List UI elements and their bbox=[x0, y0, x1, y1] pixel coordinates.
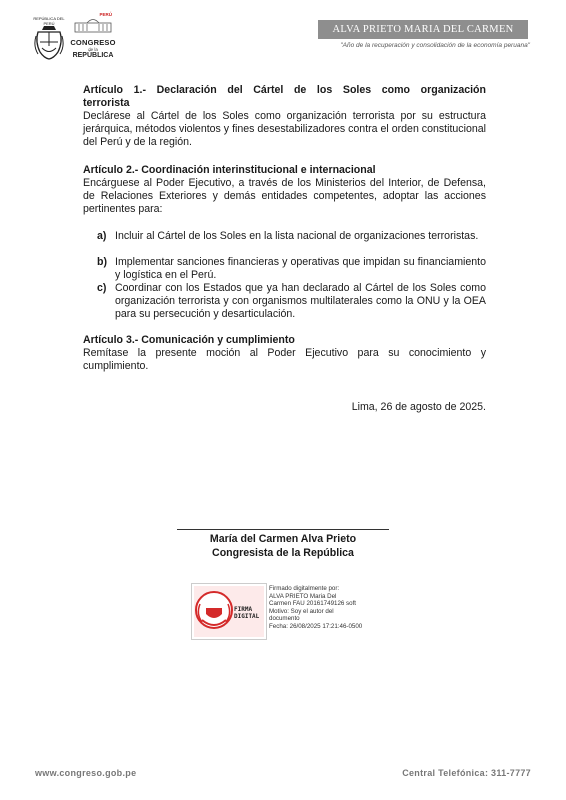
signature-line bbox=[177, 529, 389, 530]
article-1-heading-line2: terrorista bbox=[83, 97, 130, 110]
article-1-heading bbox=[83, 84, 486, 110]
signer-role: Congresista de la República bbox=[212, 547, 354, 559]
digital-signature-line: documento bbox=[269, 615, 300, 623]
footer-website: www.congreso.gob.pe bbox=[35, 768, 137, 778]
digital-signature-line: Motivo: Soy el autor del bbox=[269, 607, 334, 615]
congresswoman-name-banner: ALVA PRIETO MARIA DEL CARMEN bbox=[318, 20, 528, 39]
shield-caption: REPÚBLICA DEL PERÚ bbox=[33, 16, 65, 26]
congreso-logo-del: de la bbox=[88, 47, 98, 52]
list-item-label: c) bbox=[97, 282, 107, 294]
signer-name: María del Carmen Alva Prieto bbox=[209, 533, 357, 545]
list-item-label: b) bbox=[97, 256, 107, 268]
congreso-logo-republica: REPÚBLICA bbox=[72, 52, 114, 59]
list-item-label: a) bbox=[97, 230, 107, 242]
digital-signature-line: Firmado digitalmente por: bbox=[269, 585, 340, 592]
digital-signature-line: ALVA PRIETO Maria Del bbox=[269, 592, 337, 600]
digital-signature-line: Fecha: 26/08/2025 17:21:46-0500 bbox=[269, 622, 363, 630]
list-item-text: Incluir al Cártel de los Soles en la lista nacional de organizaciones terroristas. bbox=[115, 230, 479, 242]
congreso-logo bbox=[68, 12, 118, 64]
list-item-text: Implementar sanciones financieras y operativas que impidan su financiamiento y logística en el Perú. bbox=[115, 256, 486, 282]
article-1-body: Declárese al Cártel de los Soles como organización terrorista por su estructura jerárquica, métodos violentos y fines desestabilizadores contra el orden constitucional del Perú y de la región. bbox=[83, 110, 486, 149]
place-date: Lima, 26 de agosto de 2025. bbox=[351, 401, 486, 413]
article-3-body: Remítase la presente moción al Poder Ejecutivo para su conocimiento y cumplimiento. bbox=[83, 347, 486, 373]
congress-building-icon bbox=[73, 17, 113, 33]
article-3-heading: Artículo 3.- Comunicación y cumplimiento bbox=[83, 334, 295, 346]
congreso-logo-name: CONGRESO bbox=[70, 38, 116, 47]
shield-icon bbox=[34, 22, 64, 62]
year-motto: "Año de la recuperación y consolidación de la economía peruana" bbox=[340, 42, 530, 49]
digital-signature-stamp bbox=[191, 583, 267, 640]
digital-signature-details bbox=[269, 585, 399, 631]
peru-coat-of-arms-logo bbox=[34, 16, 64, 60]
stamp-caption: FIRMA DIGITAL bbox=[234, 606, 260, 620]
list-item-text: Coordinar con los Estados que ya han declarado al Cártel de los Soles como organización terrorista y con organismos multilaterales como la ONU y la OEA para su persecución y desarticulación. bbox=[115, 282, 486, 321]
article-1-heading-line1: Artículo 1.- Declaración del Cártel de los Soles como organización bbox=[83, 84, 486, 96]
congreso-logo-peru: PERÚ bbox=[99, 12, 112, 17]
article-2-heading: Artículo 2.- Coordinación interinstitucional e internacional bbox=[83, 164, 376, 176]
digital-signature-line: Carmen FAU 20161749126 soft bbox=[269, 600, 357, 608]
article-2-body: Encárguese al Poder Ejecutivo, a través de los Ministerios del Interior, de Defensa, de Relaciones Exteriores y demás entidades competentes, adoptar las acciones pertinentes para: bbox=[83, 177, 486, 216]
footer-phone: Central Telefónica: 311-7777 bbox=[402, 768, 531, 778]
